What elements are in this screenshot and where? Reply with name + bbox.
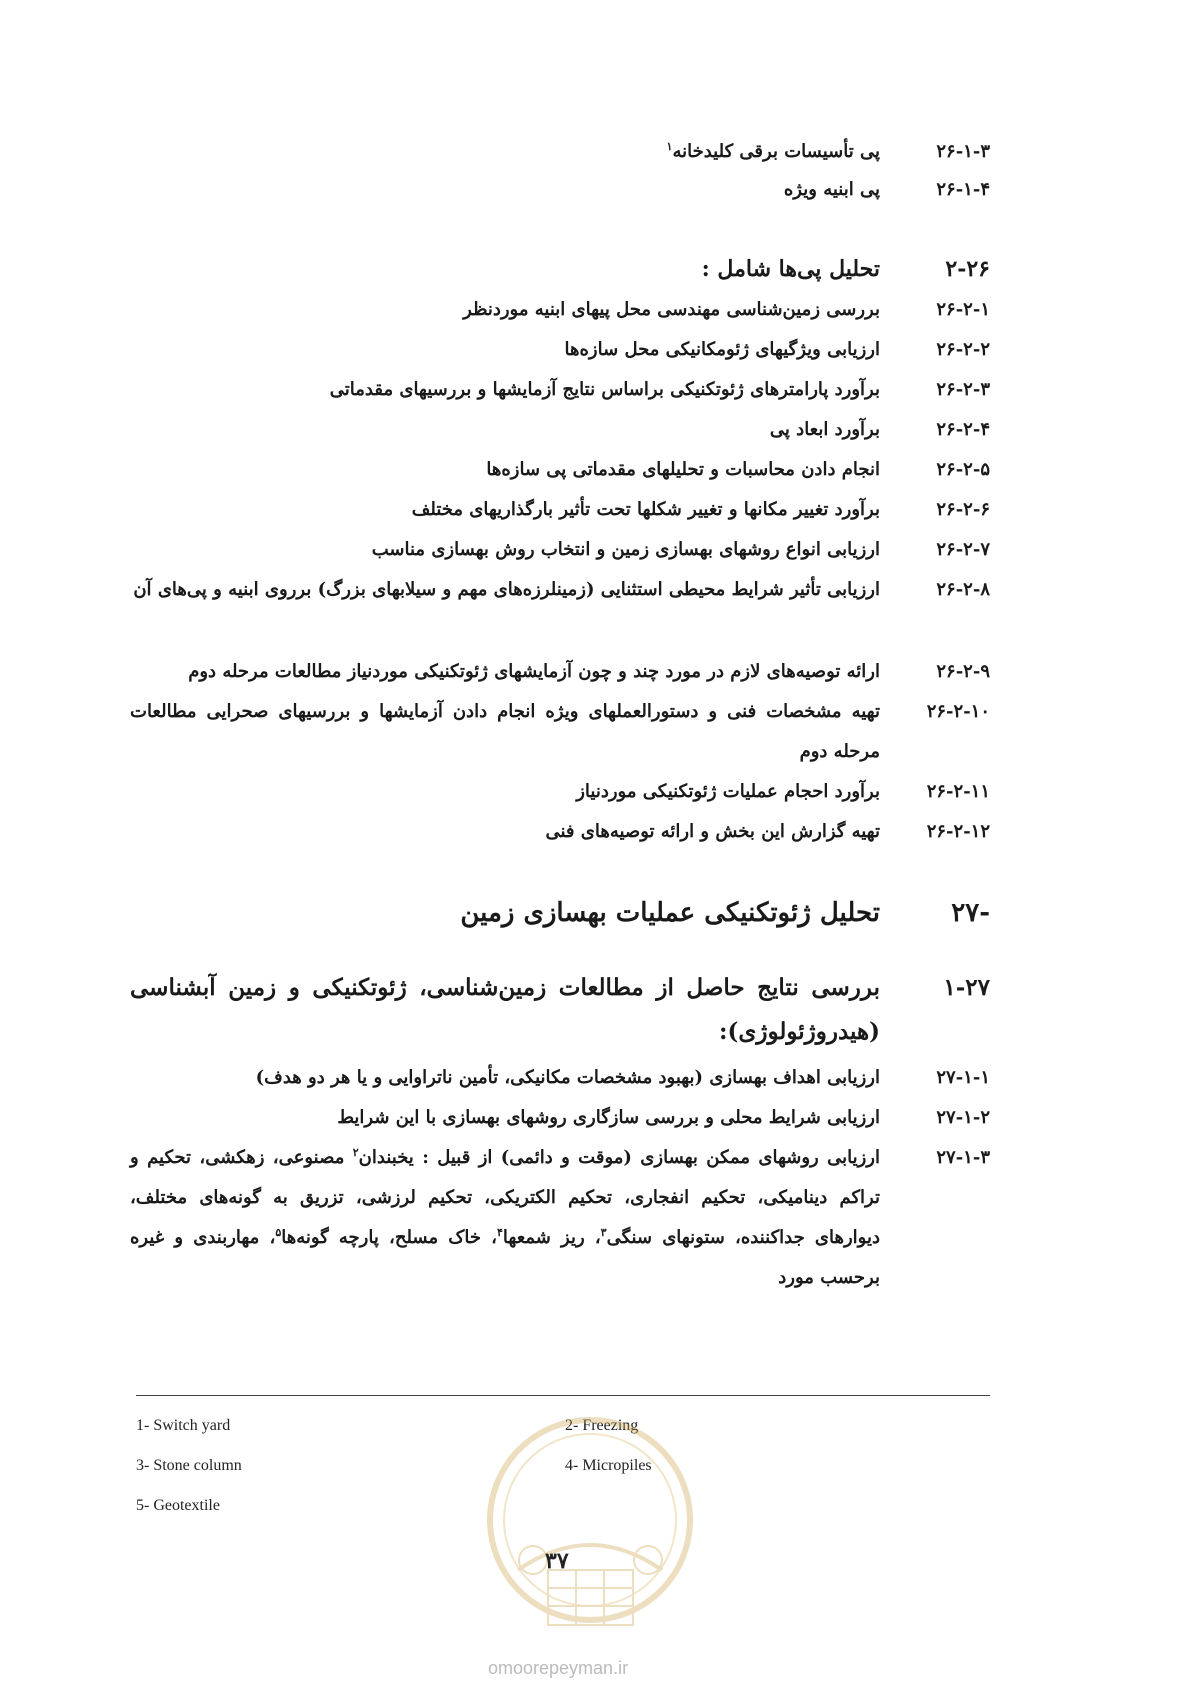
item-text: برآورد تغییر مکانها و تغییر شکلها تحت تأثیر بارگذاریهای مختلف [411,499,880,520]
item-text: ارزیابی تأثیر شرایط محیطی استثنایی (زمینلرزه‌های مهم و سیلابهای بزرگ) برروی ابنیه و پی‌های آن [133,579,880,600]
item-text: تهیه گزارش این بخش و ارائه توصیه‌های فنی [545,821,880,842]
item-26-1-4 [130,170,990,210]
footnote-3: 3- Stone column [136,1457,242,1474]
item-text: ارزیابی شرایط محلی و بررسی سازگاری روشهای بهسازی با این شرایط [337,1107,880,1128]
item-26-2-6 [130,490,990,530]
item-number: ۲۶-۲-۸ [936,579,990,600]
item-number: ۲۶-۲-۳ [936,379,990,400]
item-number: ۲۶-۱-۴ [936,179,990,200]
section-heading-1-27 [130,966,990,1054]
section-title: تحلیل پی‌ها شامل : [701,256,880,282]
footnote-4: 4- Micropiles [565,1457,652,1474]
watermark-logo-icon [478,1400,703,1660]
item-26-2-10 [130,692,990,772]
footnote-ref: ۴ [497,1226,503,1239]
item-27-1-1 [130,1058,990,1098]
item-number: ۲۷-۱-۱ [936,1067,990,1088]
item-number: ۲۶-۲-۵ [936,459,990,480]
item-number: ۲۶-۲-۲ [936,339,990,360]
item-26-2-1 [130,290,990,330]
item-26-2-9 [130,652,990,692]
item-text: برآورد احجام عملیات ژئوتکنیکی موردنیاز [576,781,880,802]
chapter-title: تحلیل ژئوتکنیکی عملیات بهسازی زمین [460,898,880,928]
item-number: ۲۶-۲-۹ [936,661,990,682]
section-heading-2-26 [130,248,990,290]
item-text: انجام دادن محاسبات و تحلیلهای مقدماتی پی سازه‌ها [486,459,880,480]
item-text: پی تأسیسات برقی کلیدخانه$^۱$ [666,140,880,162]
item-number: ۲۶-۲-۶ [936,499,990,520]
footnote-1: 1- Switch yard [136,1417,231,1434]
footnote-2: 2- Freezing [565,1417,639,1434]
item-26-1-3 [130,132,990,172]
watermark-url: omoorepeyman.ir [488,1658,629,1678]
section-title: بررسی نتایج حاصل از مطالعات زمین‌شناسی، ژئوتکنیکی و زمین آبشناسی (هیدروژئولوژی): [130,974,880,1045]
item-26-2-2 [130,330,990,370]
item-26-2-3 [130,370,990,410]
footnote-ref: ۱ [666,140,673,153]
chapter-heading-27 [130,890,990,936]
item-text: برآورد پارامترهای ژئوتکنیکی براساس نتایج آزمایشها و بررسیهای مقدماتی [329,379,880,400]
item-text: ارزیابی اهداف بهسازی (بهبود مشخصات مکانیکی، تأمین ناتراوایی و یا هر دو هدف) [255,1067,880,1088]
item-text: پی ابنیه ویژه [783,179,880,200]
item-26-2-4 [130,410,990,450]
item-26-2-5 [130,450,990,490]
item-text: برآورد ابعاد پی [769,419,880,440]
item-number: ۲۶-۲-۱ [936,299,990,320]
item-number: ۲۶-۲-۴ [936,419,990,440]
item-number: ۲۶-۲-۱۰ [926,701,990,722]
item-text: ارزیابی ویژگیهای ژئومکانیکی محل سازه‌ها [564,339,880,360]
item-number: ۲۶-۲-۱۱ [926,781,990,802]
item-text: ارائه توصیه‌های لازم در مورد چند و چون آزمایشهای ژئوتکنیکی موردنیاز مطالعات مرحله دوم [188,661,880,682]
item-number: ۲۶-۲-۷ [936,539,990,560]
item-26-2-8 [130,570,990,610]
footnote-ref: ۲ [352,1146,359,1159]
section-number: ۱-۲۷ [943,974,990,1001]
footnote-5: 5- Geotextile [136,1497,220,1514]
item-27-1-2 [130,1098,990,1138]
item-27-1-3 [130,1138,990,1298]
item-26-2-7 [130,530,990,570]
item-number: ۲۶-۲-۱۲ [926,821,990,842]
item-text: ارزیابی انواع روشهای بهسازی زمین و انتخاب روش بهسازی مناسب [371,539,880,560]
item-text: بررسی زمین‌شناسی مهندسی محل پیهای ابنیه موردنظر [463,299,880,320]
item-26-2-12 [130,812,990,852]
chapter-number: ۲۷- [951,898,990,928]
item-number: ۲۶-۱-۳ [936,141,990,162]
item-text: تهیه مشخصات فنی و دستورالعملهای ویژه انجام دادن آزمایشها و بررسیهای صحرایی مطالعات مرحله دوم [130,701,880,762]
item-26-2-11 [130,772,990,812]
footnote-ref: ۳ [600,1226,607,1239]
page-number: ۳۷ [545,1548,569,1574]
item-text: ارزیابی روشهای ممکن بهسازی (موقت و دائمی) از قبیل : یخبندان$^۲$ مصنوعی، زهکشی، تحکیم و تراکم دینامیکی، تحکیم انفجاری، تحکیم الکتریکی، تحکیم لرزشی، تزریق به گونه‌های مختلف، دیوارهای جداکننده، ستونهای سنگی$^۳$، ریز شمعها$^۴$، خاک مسلح، پارچه گونه‌ها$^۵$، مهاربندی و غیره برحسب مورد [130,1146,881,1288]
footnote-ref: ۵ [275,1226,282,1239]
item-number: ۲۷-۱-۳ [936,1147,990,1168]
item-number: ۲۷-۱-۲ [936,1107,990,1128]
section-number: ۲-۲۶ [945,256,990,282]
footnote-separator [136,1395,990,1396]
